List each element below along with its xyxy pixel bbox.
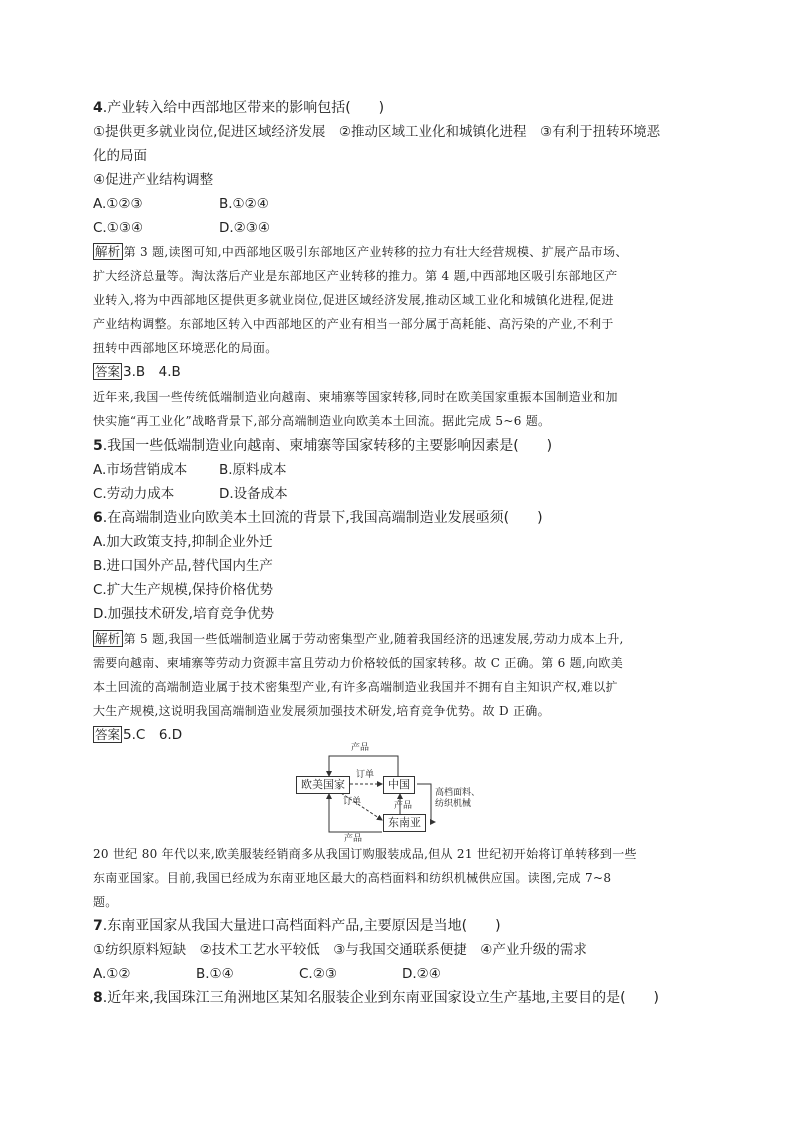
q7-choice-a: A.①②: [93, 966, 131, 982]
label-product-bottom: 产品: [344, 834, 363, 844]
answer-tag: 答案: [95, 727, 121, 742]
label-order-1: 订单: [356, 770, 375, 780]
label-side-2: 纺织机械: [435, 799, 472, 809]
q4-choice-a: A.①②③: [93, 196, 143, 212]
q8-stem: [93, 988, 659, 1008]
q7-text: .东南亚国家从我国大量进口高档面料产品,主要原因是当地( ): [102, 918, 501, 934]
answer-text: 5.C 6.D: [123, 727, 183, 743]
q6-choice-b: B.进口国外产品,替代国内生产: [93, 558, 273, 574]
q7-options: ①纺织原料短缺 ②技术工艺水平较低 ③与我国交通联系便捷 ④产业升级的需求: [93, 942, 587, 958]
node-china: 中国: [383, 776, 415, 794]
q4-choice-c: C.①③④: [93, 220, 144, 236]
intro-7-8-line2: 东南亚国家。目前,我国已经成为东南亚地区最大的高档面料和纺织机械供应国。读图,完成 7~8: [93, 871, 612, 885]
q8-number: 8: [93, 990, 103, 1006]
q6-choice-a: A.加大政策支持,抑制企业外迁: [93, 534, 273, 550]
q5-choices-cd: [93, 484, 288, 504]
intro-5-6-line1: 近年来,我国一些传统低端制造业向越南、柬埔寨等国家转移,同时在欧美国家重振本国制造业和加: [93, 390, 618, 404]
q6-choice-d: D.加强技术研发,培育竞争优势: [93, 606, 274, 622]
q4-choice-d: D.②③④: [219, 220, 270, 236]
q4-choices-ab: [93, 194, 269, 214]
explanation-5-6-line2: 需要向越南、柬埔寨等劳动力资源丰富且劳动力价格较低的国家转移。故 C 正确。第 6 题,向欧美: [93, 656, 623, 670]
answer-tag: 答案: [95, 364, 121, 379]
explanation-3-4-line1: [93, 242, 628, 262]
q4-text: .产业转入给中西部地区带来的影响包括( ): [102, 100, 385, 116]
q4-options-line3: ④促进产业结构调整: [93, 172, 214, 188]
node-west: 欧美国家: [296, 776, 350, 794]
explanation-3-4-line3: 业转入,将为中西部地区提供更多就业岗位,促进区域经济发展,推动区域工业化和城镇化进程,促进: [93, 293, 614, 307]
q7-stem: [93, 916, 501, 936]
label-side-1: 高档面料、: [435, 788, 481, 798]
q5-choice-d: D.设备成本: [219, 486, 288, 502]
q7-choice-b: B.①④: [196, 966, 234, 982]
q7-choice-d: D.②④: [402, 966, 441, 982]
node-sea: 东南亚: [383, 814, 426, 832]
q5-choice-b: B.原料成本: [219, 462, 287, 478]
explanation-text: 第 3 题,读图可知,中西部地区吸引东部地区产业转移的拉力有壮大经营规模、扩展产品市场、: [123, 245, 628, 259]
explanation-3-4-line5: 扭转中西部地区环境恶化的局面。: [93, 341, 278, 355]
q7-number: 7: [93, 918, 103, 934]
explanation-tag: 解析: [95, 631, 121, 646]
q4-options-line1: ①提供更多就业岗位,促进区域经济发展 ②推动区域工业化和城镇化进程 ③有利于扭转环境恶: [93, 124, 661, 140]
explanation-5-6-line1: [93, 629, 624, 649]
intro-5-6-line2: 快实施“再工业化”战略背景下,部分高端制造业向欧美本土回流。据此完成 5~6 题。: [93, 414, 551, 428]
label-product-top: 产品: [351, 743, 370, 753]
explanation-3-4-line2: 扩大经济总量等。淘汰落后产业是东部地区产业转移的推力。第 4 题,中西部地区吸引东部地区产: [93, 269, 618, 283]
q4-options-line2: 化的局面: [93, 148, 147, 164]
explanation-text: 第 5 题,我国一些低端制造业属于劳动密集型产业,随着我国经济的迅速发展,劳动力成本上升,: [123, 632, 624, 646]
q6-choice-c: C.扩大生产规模,保持价格优势: [93, 582, 274, 598]
q5-choice-a: A.市场营销成本: [93, 462, 188, 478]
q7-choices: [93, 964, 441, 984]
q6-text: .在高端制造业向欧美本土回流的背景下,我国高端制造业发展亟须( ): [102, 510, 543, 526]
intro-7-8-line1: 20 世纪 80 年代以来,欧美服装经销商多从我国订购服装成品,但从 21 世纪初开始将订单转移到一些: [93, 847, 637, 861]
q5-choice-c: C.劳动力成本: [93, 486, 175, 502]
intro-7-8-line3: 题。: [93, 895, 118, 909]
q5-stem: [93, 436, 552, 456]
answer-5-6: [93, 725, 182, 745]
explanation-5-6-line3: 本土回流的高端制造业属于技术密集型产业,有许多高端制造业我国并不拥有自主知识产权,难以扩: [93, 680, 618, 694]
explanation-5-6-line4: 大生产规模,这说明我国高端制造业发展须加强技术研发,培育竞争优势。故 D 正确。: [93, 704, 550, 718]
explanation-3-4-line4: 产业结构调整。东部地区转入中西部地区的产业有相当一部分属于高耗能、高污染的产业,不利于: [93, 317, 614, 331]
answer-3-4: [93, 362, 181, 382]
label-product-mid: 产品: [394, 801, 413, 811]
q6-number: 6: [93, 510, 103, 526]
q5-number: 5: [93, 438, 103, 454]
q4-choices-cd: [93, 218, 270, 238]
label-order-2: 订单: [343, 797, 362, 807]
q6-stem: [93, 508, 543, 528]
q5-text: .我国一些低端制造业向越南、柬埔寨等国家转移的主要影响因素是( ): [102, 438, 553, 454]
q7-choice-c: C.②③: [299, 966, 337, 982]
trade-flow-diagram: [296, 743, 516, 844]
q4-number: 4: [93, 100, 103, 116]
q8-text: .近年来,我国珠江三角洲地区某知名服装企业到东南亚国家设立生产基地,主要目的是( ): [102, 990, 660, 1006]
q4-choice-b: B.①②④: [219, 196, 269, 212]
q5-choices-ab: [93, 460, 287, 480]
q4-stem: [93, 98, 384, 118]
explanation-tag: 解析: [95, 244, 121, 259]
answer-text: 3.B 4.B: [123, 364, 181, 380]
